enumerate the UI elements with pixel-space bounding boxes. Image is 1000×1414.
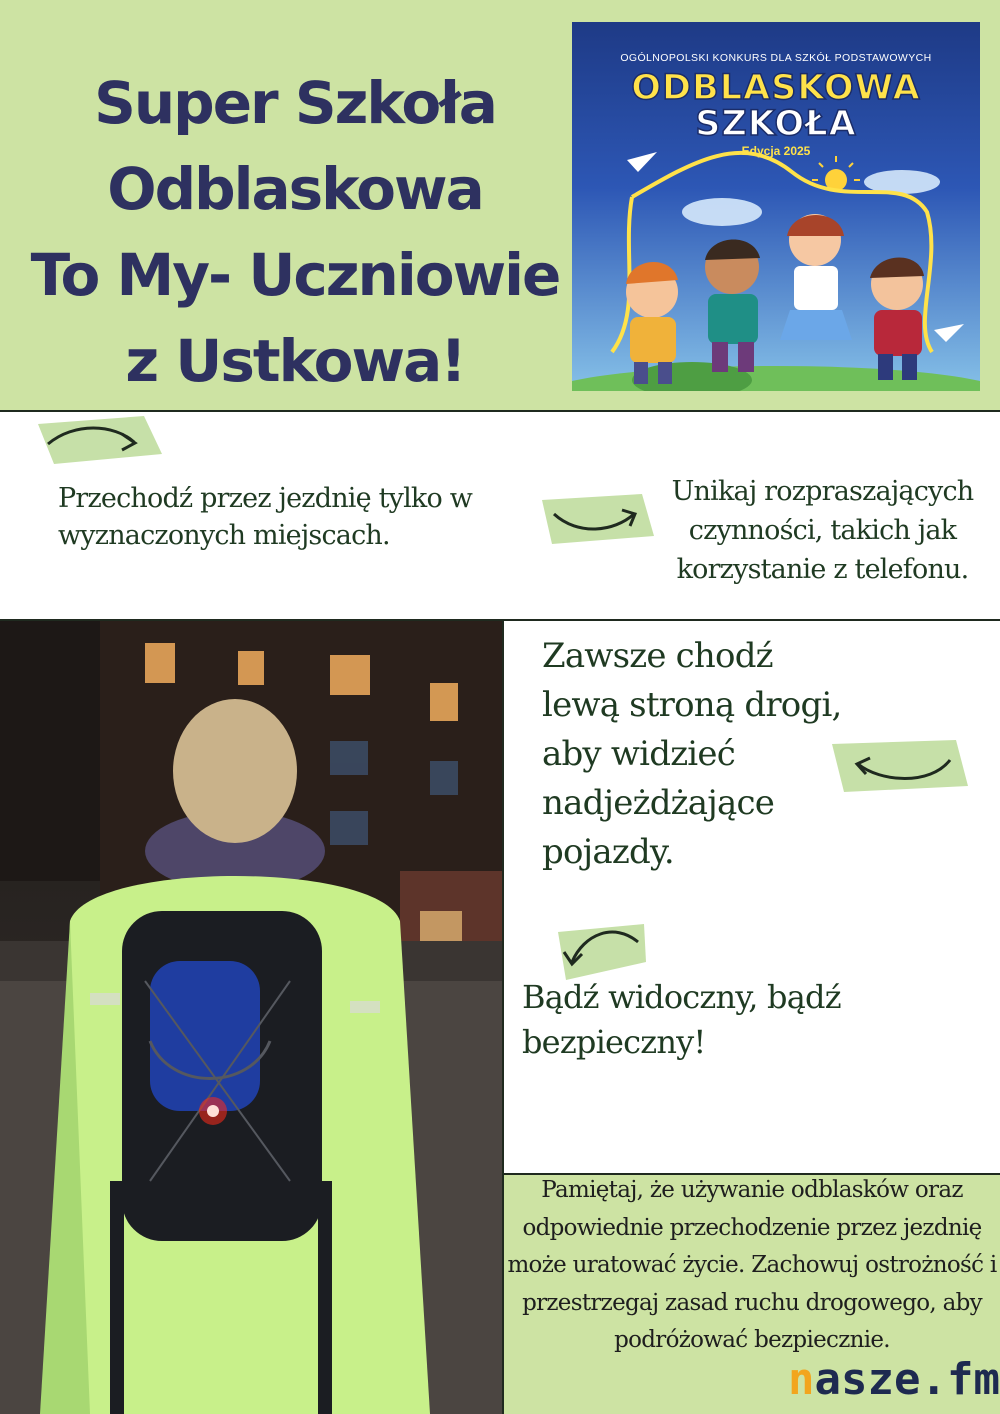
title-line-3: To My- Uczniowie xyxy=(30,241,560,309)
poster-title-line-1: ODBLASKOWA xyxy=(631,68,921,108)
header-divider xyxy=(0,410,1000,412)
pedestrian-with-reflective-jacket-photo xyxy=(0,621,502,1414)
poster-title-line-2: SZKOŁA xyxy=(695,104,857,144)
watermark-logo xyxy=(788,1355,1000,1405)
footer-reminder: Pamiętaj, że używanie odblasków oraz odpowiednie przechodzenie przez jezdnię może uratować życie. Zachowuj ostrożność i przestrzegaj zasad ruchu drogowego, aby podróżować bezpiecznie. xyxy=(507,1177,997,1353)
watermark-rest: asze.fm xyxy=(814,1354,1000,1405)
tip-crossing: Przechodź przez jezdnię tylko w wyznaczonych miejscach. xyxy=(58,483,473,551)
contest-poster xyxy=(572,22,980,391)
poster-edition: Edycja 2025 xyxy=(741,144,811,158)
watermark-first-letter: n xyxy=(788,1354,815,1405)
tip-left-side: Zawsze chodź lewą stroną drogi, aby widzieć nadjeżdżające pojazdy. xyxy=(542,636,842,872)
tip-visible: Bądź widoczny, bądź bezpieczny! xyxy=(522,978,841,1061)
night-street-illustration xyxy=(0,621,502,1414)
title-line-1: Super Szkoła xyxy=(94,69,496,137)
arrow-icon xyxy=(830,738,970,794)
arrow-icon xyxy=(554,922,648,982)
page-title xyxy=(20,60,570,404)
title-line-4: z Ustkowa! xyxy=(125,327,465,395)
tip-distractions: Unikaj rozpraszających czynności, takich jak korzystanie z telefonu. xyxy=(671,476,974,585)
arrow-icon xyxy=(538,492,656,546)
poster-kicker: OGÓLNOPOLSKI KONKURS DLA SZKÓŁ PODSTAWOWYCH xyxy=(620,52,932,64)
arrow-icon xyxy=(34,414,166,466)
title-line-2: Odblaskowa xyxy=(107,155,483,223)
